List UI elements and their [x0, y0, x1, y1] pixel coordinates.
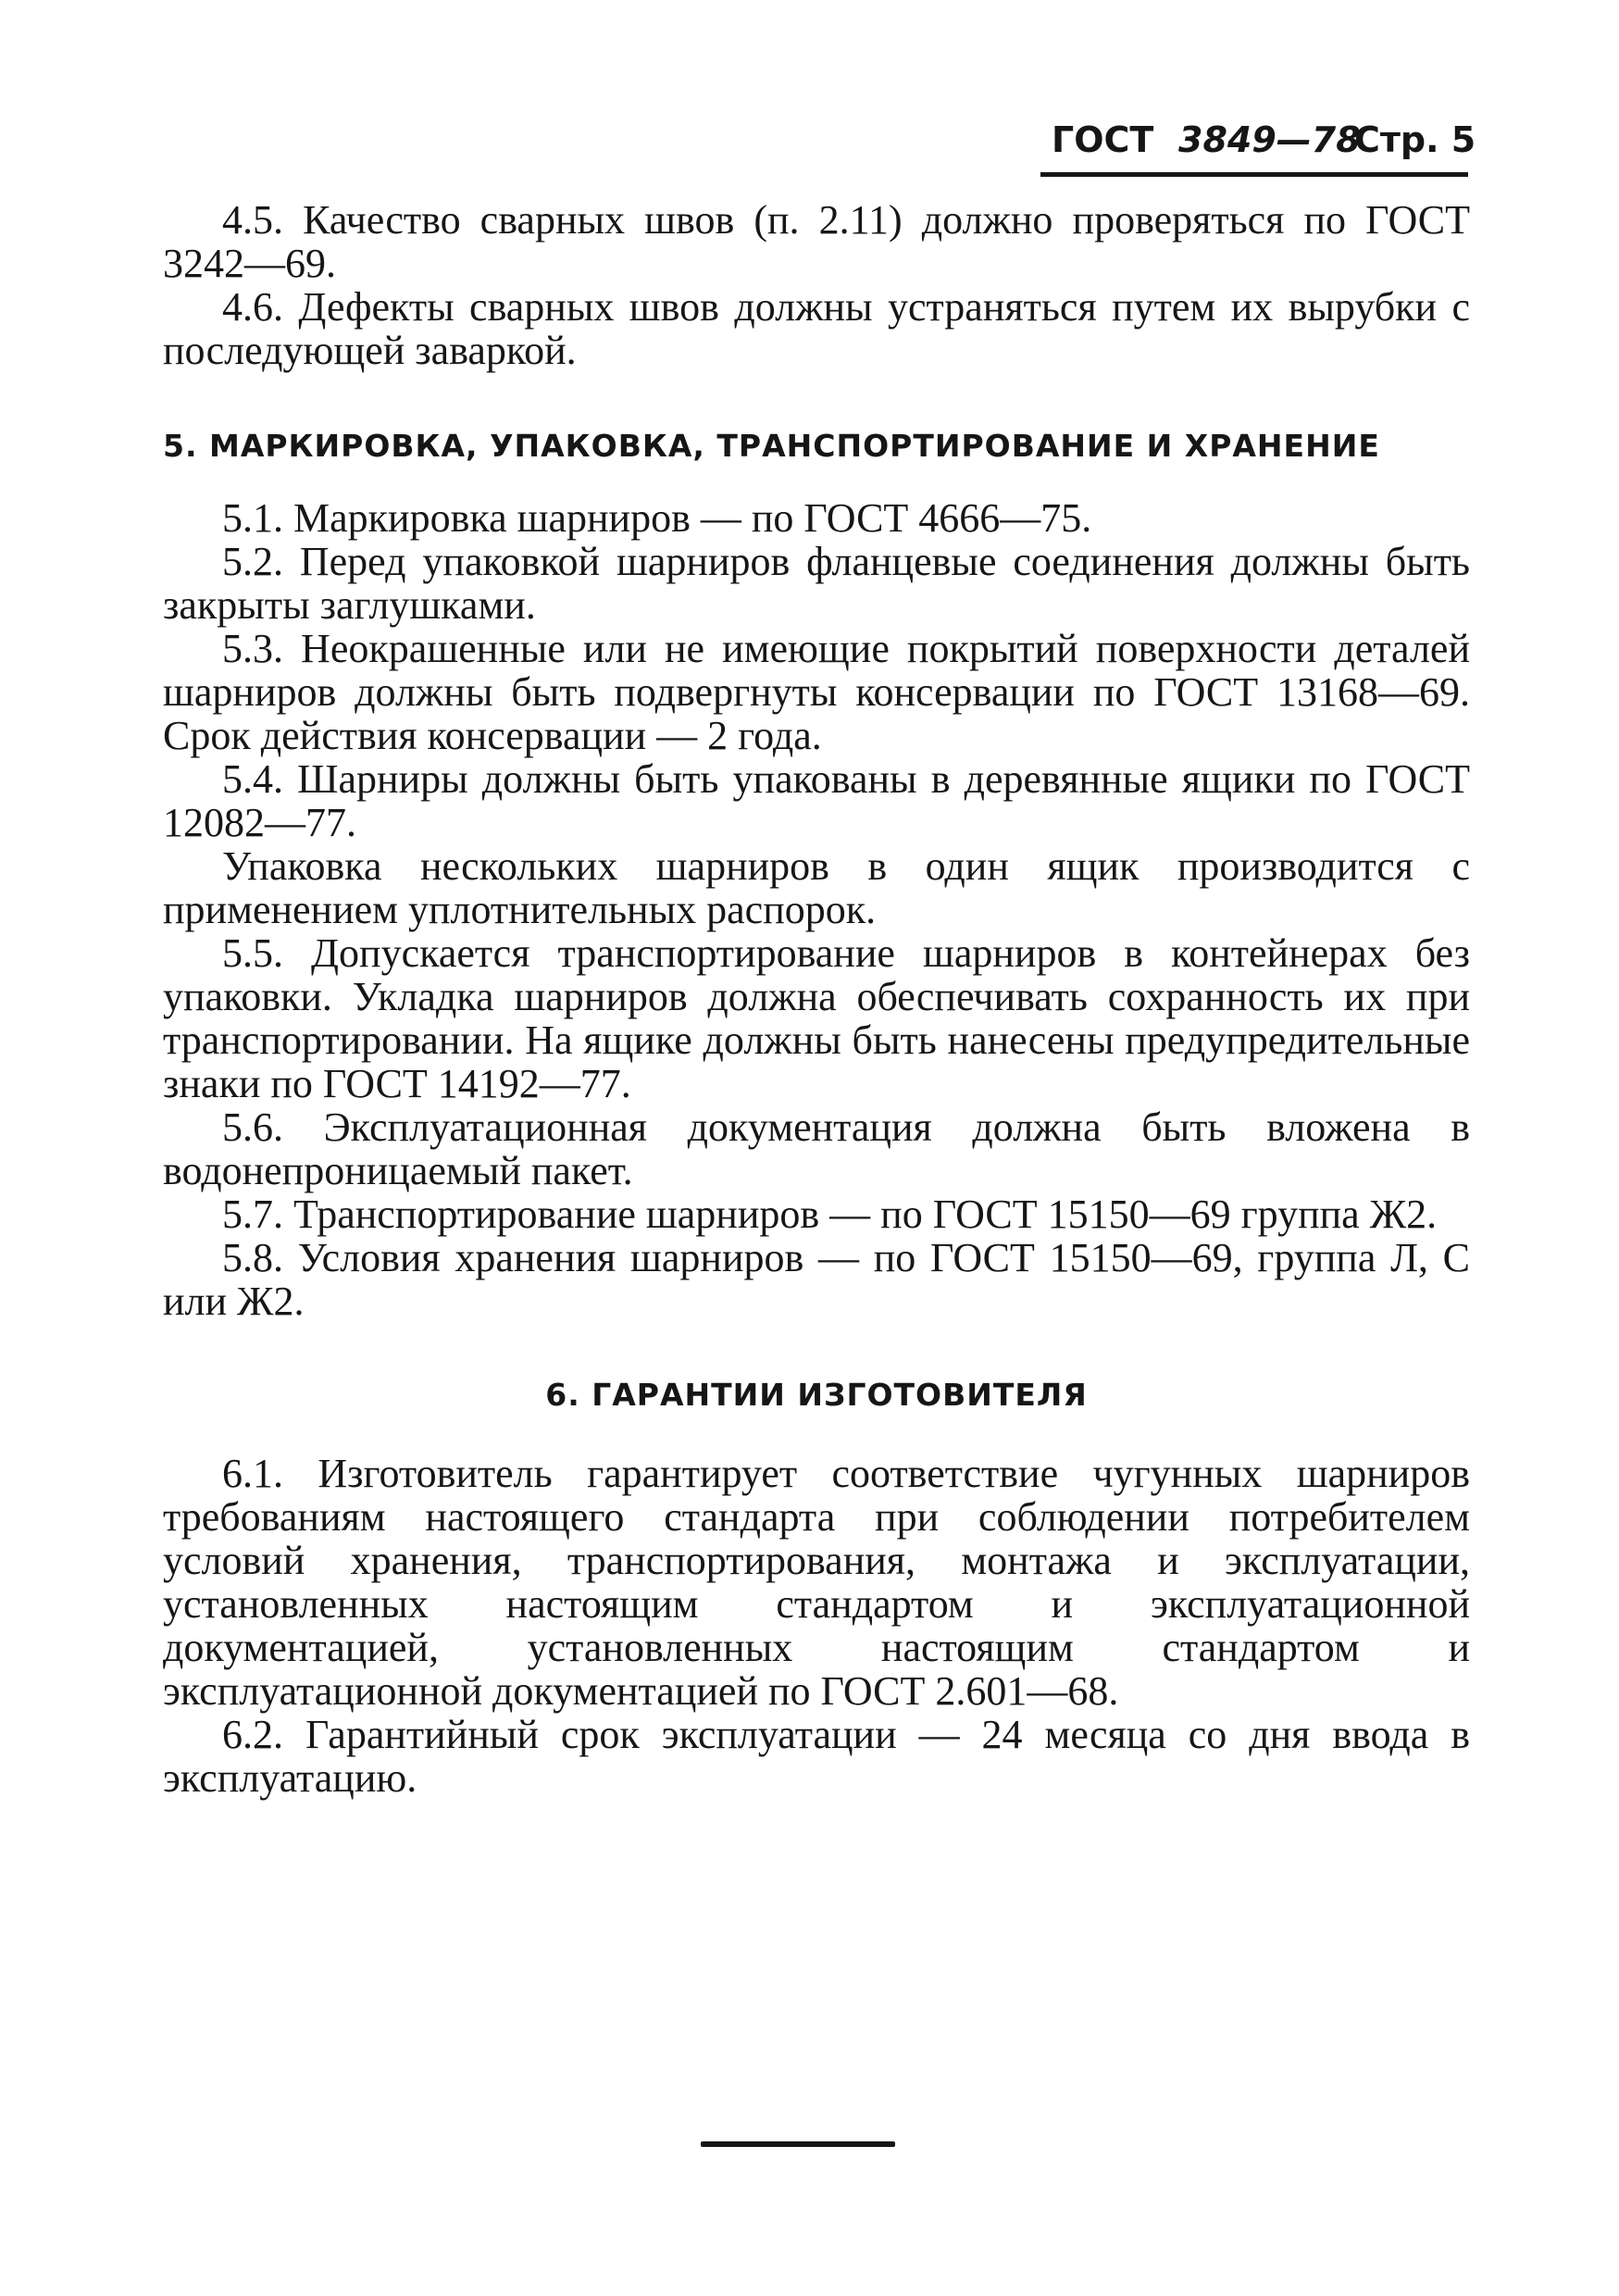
- paragraph-4-5: 4.5. Качество сварных швов (п. 2.11) должно проверяться по ГОСТ 3242—69.: [163, 197, 1470, 286]
- section-6-text: [163, 1452, 1470, 1800]
- paragraph-5-7: 5.7. Транспортирование шарниров — по ГОСТ 15150—69 группа Ж2.: [222, 1192, 1438, 1237]
- paragraph-5-3: 5.3. Неокрашенные или не имеющие покрытий поверхности деталей шарниров должны быть подвергнуты консервации по ГОСТ 13168—69. Срок действия консервации — 2 года.: [163, 626, 1470, 758]
- end-rule: [701, 2141, 895, 2147]
- section-5-text: [163, 496, 1470, 1323]
- paragraph-5-5: 5.5. Допускается транспортирование шарниров в контейнерах без упаковки. Укладка шарниров должна обеспечивать сохранность их при транспортировании. На ящике должны быть нанесены предупредительные знаки по ГОСТ 14192—77.: [163, 930, 1470, 1106]
- paragraph-6-1: 6.1. Изготовитель гарантирует соответствие чугунных шарниров требованиям настоящего стандарта при соблюдении потребителем условий хранения, транспортирования, монтажа и эксплуатации, установленных настоящим стандартом и эксплуатационной документацией, установленных настоящим стандартом и эксплуатационной документацией по ГОСТ 2.601—68.: [163, 1451, 1470, 1714]
- paragraph-5-6: 5.6. Эксплуатационная документация должна быть вложена в водонепроницаемый пакет.: [163, 1104, 1470, 1193]
- paragraph-5-4-packing: Упаковка нескольких шарниров в один ящик производится с применением уплотнительных распорок.: [163, 843, 1470, 932]
- header-page-number: Стр. 5: [1354, 119, 1476, 160]
- header-gost: ГОСТ: [1052, 119, 1154, 160]
- section-5-title: 5. МАРКИРОВКА, УПАКОВКА, ТРАНСПОРТИРОВАНИЕ И ХРАНЕНИЕ: [163, 428, 1380, 464]
- paragraph-6-2: 6.2. Гарантийный срок эксплуатации — 24 месяца со дня ввода в эксплуатацию.: [163, 1712, 1470, 1801]
- paragraph-5-2: 5.2. Перед упаковкой шарниров фланцевые соединения должны быть закрыты заглушками.: [163, 539, 1470, 628]
- header-standard-number: 3849—78: [1178, 119, 1361, 160]
- paragraph-5-8: 5.8. Условия хранения шарниров — по ГОСТ 15150—69, группа Л, С или Ж2.: [163, 1235, 1470, 1324]
- paragraph-5-1: 5.1. Маркировка шарниров — по ГОСТ 4666—75.: [222, 495, 1092, 541]
- section-4-text: [163, 198, 1470, 372]
- paragraph-5-4: 5.4. Шарниры должны быть упакованы в деревянные ящики по ГОСТ 12082—77.: [163, 756, 1470, 845]
- paragraph-4-6: 4.6. Дефекты сварных швов должны устраняться путем их вырубки с последующей заваркой.: [163, 284, 1470, 373]
- header-rule: [1040, 172, 1468, 177]
- page-header: [1037, 109, 1476, 174]
- section-6-title: 6. ГАРАНТИИ ИЗГОТОВИТЕЛЯ: [545, 1377, 1088, 1413]
